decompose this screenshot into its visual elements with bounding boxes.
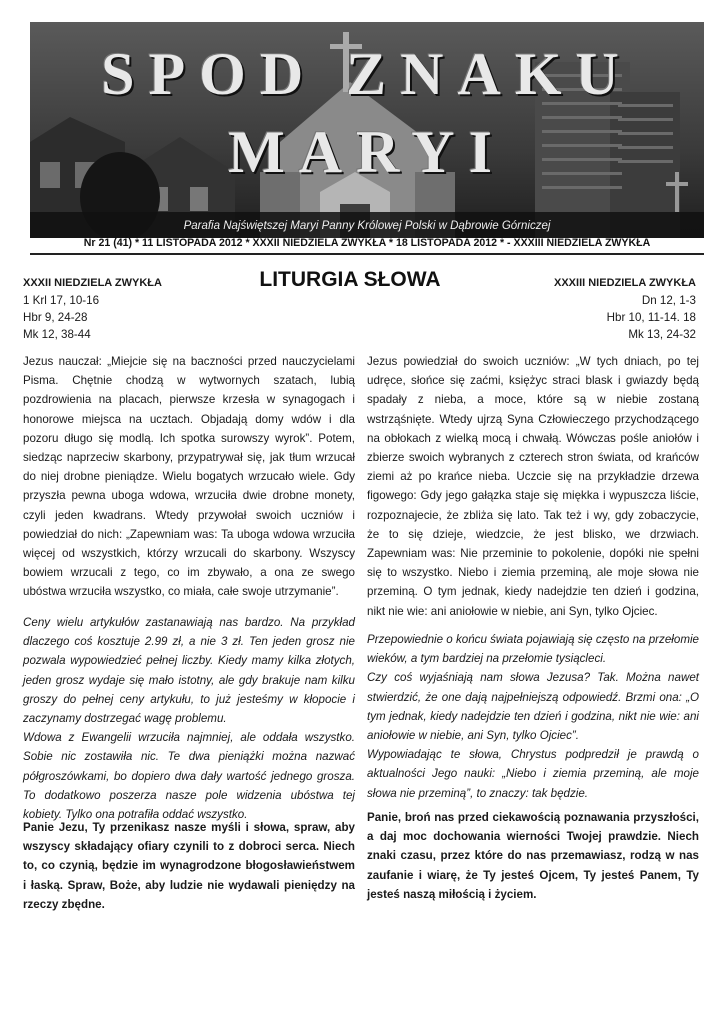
right-reading-1: Dn 12, 1-3 bbox=[641, 294, 696, 307]
left-readings-block bbox=[23, 275, 353, 343]
left-reading-1: 1 Krl 17, 10-16 bbox=[23, 294, 100, 307]
right-commentary-p3: Wypowiadając te słowa, Chrystus podpredził je prawdą o aktualności Jego nauki: „Niebo i ziemia przeminą, ale moje słowa nie przeminą”, to znaczy: tak będzie. bbox=[367, 748, 699, 800]
masthead-title-line2: MARYI bbox=[228, 119, 506, 185]
right-gospel bbox=[367, 352, 699, 621]
right-readings-block bbox=[366, 275, 696, 343]
left-prayer bbox=[23, 818, 355, 914]
left-commentary bbox=[23, 613, 355, 824]
masthead-title-line1: SPOD ZNAKU bbox=[101, 41, 633, 107]
page-title: LITURGIA SŁOWA bbox=[259, 268, 441, 291]
left-reading-2: Hbr 9, 24-28 bbox=[23, 311, 88, 324]
left-commentary-p1: Ceny wielu artykułów zastanawiają nas bardzo. Na przykład dlaczego coś kosztuje 2.99 zł, a nie 3 zł. Ten jeden grosz nie pozwala wypowiedzieć pełnej liczby. Kiedy mamy kilka złotych, jeden grosz wydaje się mało istotny, ale gdy brakuje nam kilku groszy do pełnej ceny artykułu, to już jesteśmy w kłopocie i zaczynamy dostrzegać wagę problemu. bbox=[23, 616, 355, 726]
issue-line: Nr 21 (41) * 11 LISTOPADA 2012 * XXXII NIEDZIELA ZWYKŁA * 18 LISTOPADA 2012 * - XXXIII NIEDZIELA ZWYKŁA bbox=[83, 237, 651, 249]
left-reading-3: Mk 12, 38-44 bbox=[23, 328, 91, 341]
left-commentary-p2: Wdowa z Ewangelii wrzuciła najmniej, ale oddała wszystko. Sobie nic zostawiła nic. Te dwa pieniążki można nazwać półgroszówkami, bo dopiero dwa dały wartość jednego grosza. To dodatkowo poszerza nasze pole widzenia ubóstwa tej kobiety. Tylko ona potrafiła oddać wszystko. bbox=[23, 731, 355, 822]
right-reading-3: Mk 13, 24-32 bbox=[628, 328, 696, 341]
right-reading-2: Hbr 10, 11-14. 18 bbox=[606, 311, 696, 324]
right-gospel-text: Jezus powiedział do swoich uczniów: „W tych dniach, po tej udręce, słońce się zaćmi, księżyc straci blask i gwiazdy będą spadały z nieba, a moce, które są w niebie zostaną wstrząśnięte. Wtedy ujrzą Syna Człowieczego przychodzącego na obłokach z wielką mocą i chwałą. Wówczas pośle aniołów i zbierze swoich wybranych z czterech stron świata, od krańców ziemi aż po krańce nieba. Uczcie się na przykładzie drzewa figowego: Gdy jego gałązka staje się miękka i wypuszcza liście, rozpoznajecie, że zbliża się lato. Tak też i wy, gdy zobaczycie, że to się dzieje, wiedzcie, że jest blisko, we drzwiach. Zapewniam was: Nie przeminie to pokolenie, dopóki nie spełni się to wszystko. Niebo i ziemia przeminą, ale moje słowa nie przeminą. O tym jednak, kiedy nadejdzie ten dzień i godzina, nikt nie wie: ani aniołowie w niebie, ani Syn, tylko Ojciec. bbox=[367, 355, 699, 618]
parish-subtitle: Parafia Najświętszej Maryi Panny Królowej Polski w Dąbrowie Górniczej bbox=[183, 220, 551, 232]
right-prayer-text: Panie, broń nas przed ciekawością poznawania przyszłości, a daj moc dochowania wierności Twojej prawdzie. Niech znaki czasu, przez które do nas przemawiasz, rodzą w nas zaufanie i wiarę, że Ty jesteś Ojcem, Ty jesteś Panem, Ty jesteś naszą miłością i życiem. bbox=[367, 811, 699, 901]
right-commentary-p1: Przepowiednie o końcu świata pojawiają się często na przełomie wieków, a tym bardziej na przełomie tysiącleci. bbox=[367, 633, 699, 666]
left-prayer-text: Panie Jezu, Ty przenikasz nasze myśli i słowa, spraw, aby wszyscy składający ofiary czynili to z dobroci serca. Niech to, co czynią, będzie im wynagrodzone błogosławieństwem i łaską. Spraw, Boże, aby ludzie nie wydawali pieniędzy na rzeczy zbędne. bbox=[23, 821, 355, 911]
right-sunday-title: XXXIII NIEDZIELA ZWYKŁA bbox=[554, 277, 696, 289]
left-sunday-title: XXXII NIEDZIELA ZWYKŁA bbox=[23, 277, 162, 289]
left-gospel-text: Jezus nauczał: „Miejcie się na baczności przed nauczycielami Pisma. Chętnie chodzą w wytwornych szatach, lubią pozdrowienia na placach, pierwsze krzesła w synagogach i honorowe miejsca na ucztach. Objadają domy wdów i dla pozoru długo się modlą. Ich spotka surowszy wyrok”. Potem, siedząc naprzeciw skarbony, przypatrywał się, jak tłum wrzucał do niej drobne pieniądze. Wielu bogatych wrzucało wiele. Gdy przyszła pewna uboga wdowa, wrzuciła dwie drobne monety, czyli jeden kwadrans. Wtedy przywołał swoich uczniów i powiedział do nich: „Zapewniam was: Ta uboga wdowa wrzuciła więcej od wszystkich, którzy wrzucali do skarbony. Wszyscy bowiem wrzucali z tego, co im zbywało, a ona ze swego ubóstwa wrzuciła wszystko, co miała, całe swoje utrzymanie”. bbox=[23, 355, 355, 599]
right-commentary bbox=[367, 630, 699, 803]
divider bbox=[30, 253, 704, 255]
masthead-banner bbox=[30, 22, 704, 238]
right-prayer bbox=[367, 808, 699, 904]
left-gospel bbox=[23, 352, 355, 602]
right-commentary-p2: Czy coś wyjaśniają nam słowa Jezusa? Tak. Można nawet stwierdzić, że one dają najpełniejszą odpowiedź. Brzmi ona: „O tym jednak, kiedy nadejdzie ten dzień i godzina, nikt nie wie: ani aniołowie w niebie, ani Syn, tylko Ojciec”. bbox=[367, 671, 699, 743]
